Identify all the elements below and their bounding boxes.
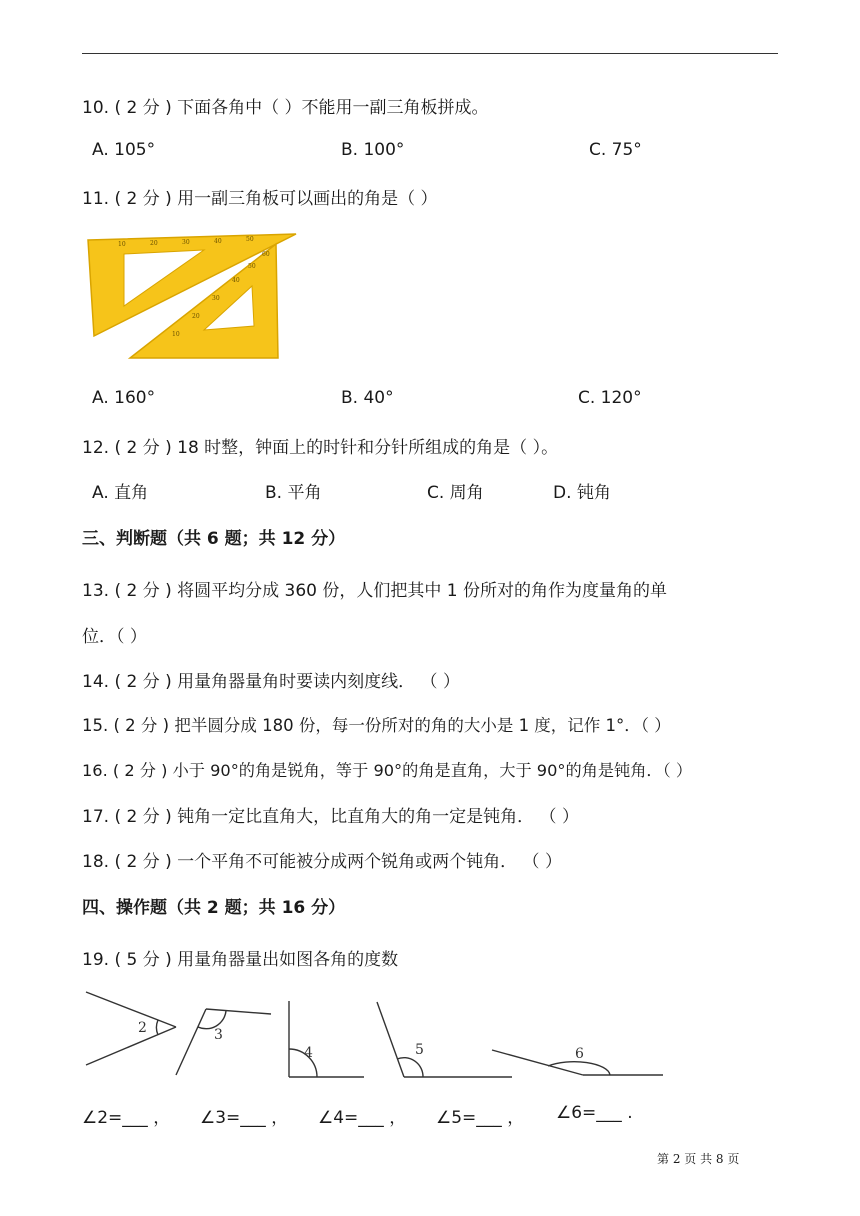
answer-angle-2: ∠2=___ ，	[82, 1108, 171, 1128]
question-15: 15. ( 2 分 ) 把半圆分成 180 份，每一份所对的角的大小是 1 度，记作 1°．（ ）	[82, 716, 671, 735]
question-13: 13. ( 2 分 ) 将圆平均分成 360 份，人们把其中 1 份所对的角作为度量角的单	[82, 581, 668, 601]
q12-option-a: A. 直角	[92, 483, 149, 503]
ruler1-tick: 40	[214, 238, 222, 245]
ruler2-tick: 30	[212, 295, 220, 302]
question-16: 16. ( 2 分 ) 小于 90°的角是锐角，等于 90°的角是直角，大于 90°的角是钝角．（ ）	[82, 761, 693, 780]
ruler2-tick: 60	[262, 251, 270, 258]
q12-option-b: B. 平角	[265, 483, 322, 503]
angle-label-4: 4	[304, 1045, 313, 1061]
header-rule	[82, 53, 778, 54]
answer-angle-6: ∠6=___ .	[556, 1103, 633, 1123]
q10-option-b: B. 100°	[341, 140, 405, 160]
question-19: 19. ( 5 分 ) 用量角器量出如图各角的度数	[82, 950, 399, 970]
q12-option-c: C. 周角	[427, 483, 484, 503]
angle-label-3: 3	[214, 1027, 223, 1043]
ruler2-tick: 20	[192, 313, 200, 320]
angle-label-6: 6	[575, 1046, 584, 1062]
ruler1-tick: 30	[182, 239, 190, 246]
question-17: 17. ( 2 分 ) 钝角一定比直角大，比直角大的角一定是钝角． （ ）	[82, 807, 579, 827]
ruler2-tick: 10	[172, 331, 180, 338]
q10-option-a: A. 105°	[92, 140, 156, 160]
question-18: 18. ( 2 分 ) 一个平角不可能被分成两个锐角或两个钝角． （ ）	[82, 852, 562, 872]
question-10: 10. ( 2 分 ) 下面各角中（ ）不能用一副三角板拼成。	[82, 98, 489, 118]
question-13-cont: 位．（ ）	[82, 627, 147, 647]
page-footer: 第 2 页 共 8 页	[657, 1152, 740, 1166]
ruler1-tick: 20	[150, 240, 158, 247]
angle-label-2: 2	[138, 1020, 147, 1036]
triangle-rulers-image	[84, 226, 304, 366]
angle-label-5: 5	[415, 1042, 424, 1058]
q11-option-a: A. 160°	[92, 388, 156, 408]
question-14: 14. ( 2 分 ) 用量角器量角时要读内刻度线． （ ）	[82, 672, 460, 692]
section-3-title: 三、判断题（共 6 题；共 12 分）	[82, 529, 346, 549]
q11-option-c: C. 120°	[578, 388, 642, 408]
ruler2-tick: 40	[232, 277, 240, 284]
ruler1-tick: 50	[246, 236, 254, 243]
ruler2-tick: 50	[248, 263, 256, 270]
angle-figures	[80, 985, 680, 1085]
q10-option-c: C. 75°	[589, 140, 642, 160]
answer-angle-4: ∠4=___ ，	[318, 1108, 407, 1128]
q12-option-d: D. 钝角	[553, 483, 611, 503]
question-11: 11. ( 2 分 ) 用一副三角板可以画出的角是（ ）	[82, 189, 438, 209]
answer-angle-5: ∠5=___ ，	[436, 1108, 525, 1128]
answer-angle-3: ∠3=___ ，	[200, 1108, 289, 1128]
question-12: 12. ( 2 分 ) 18 时整，钟面上的时针和分针所组成的角是（ ）。	[82, 438, 559, 458]
section-4-title: 四、操作题（共 2 题；共 16 分）	[82, 898, 346, 918]
q11-option-b: B. 40°	[341, 388, 394, 408]
ruler1-tick: 10	[118, 241, 126, 248]
